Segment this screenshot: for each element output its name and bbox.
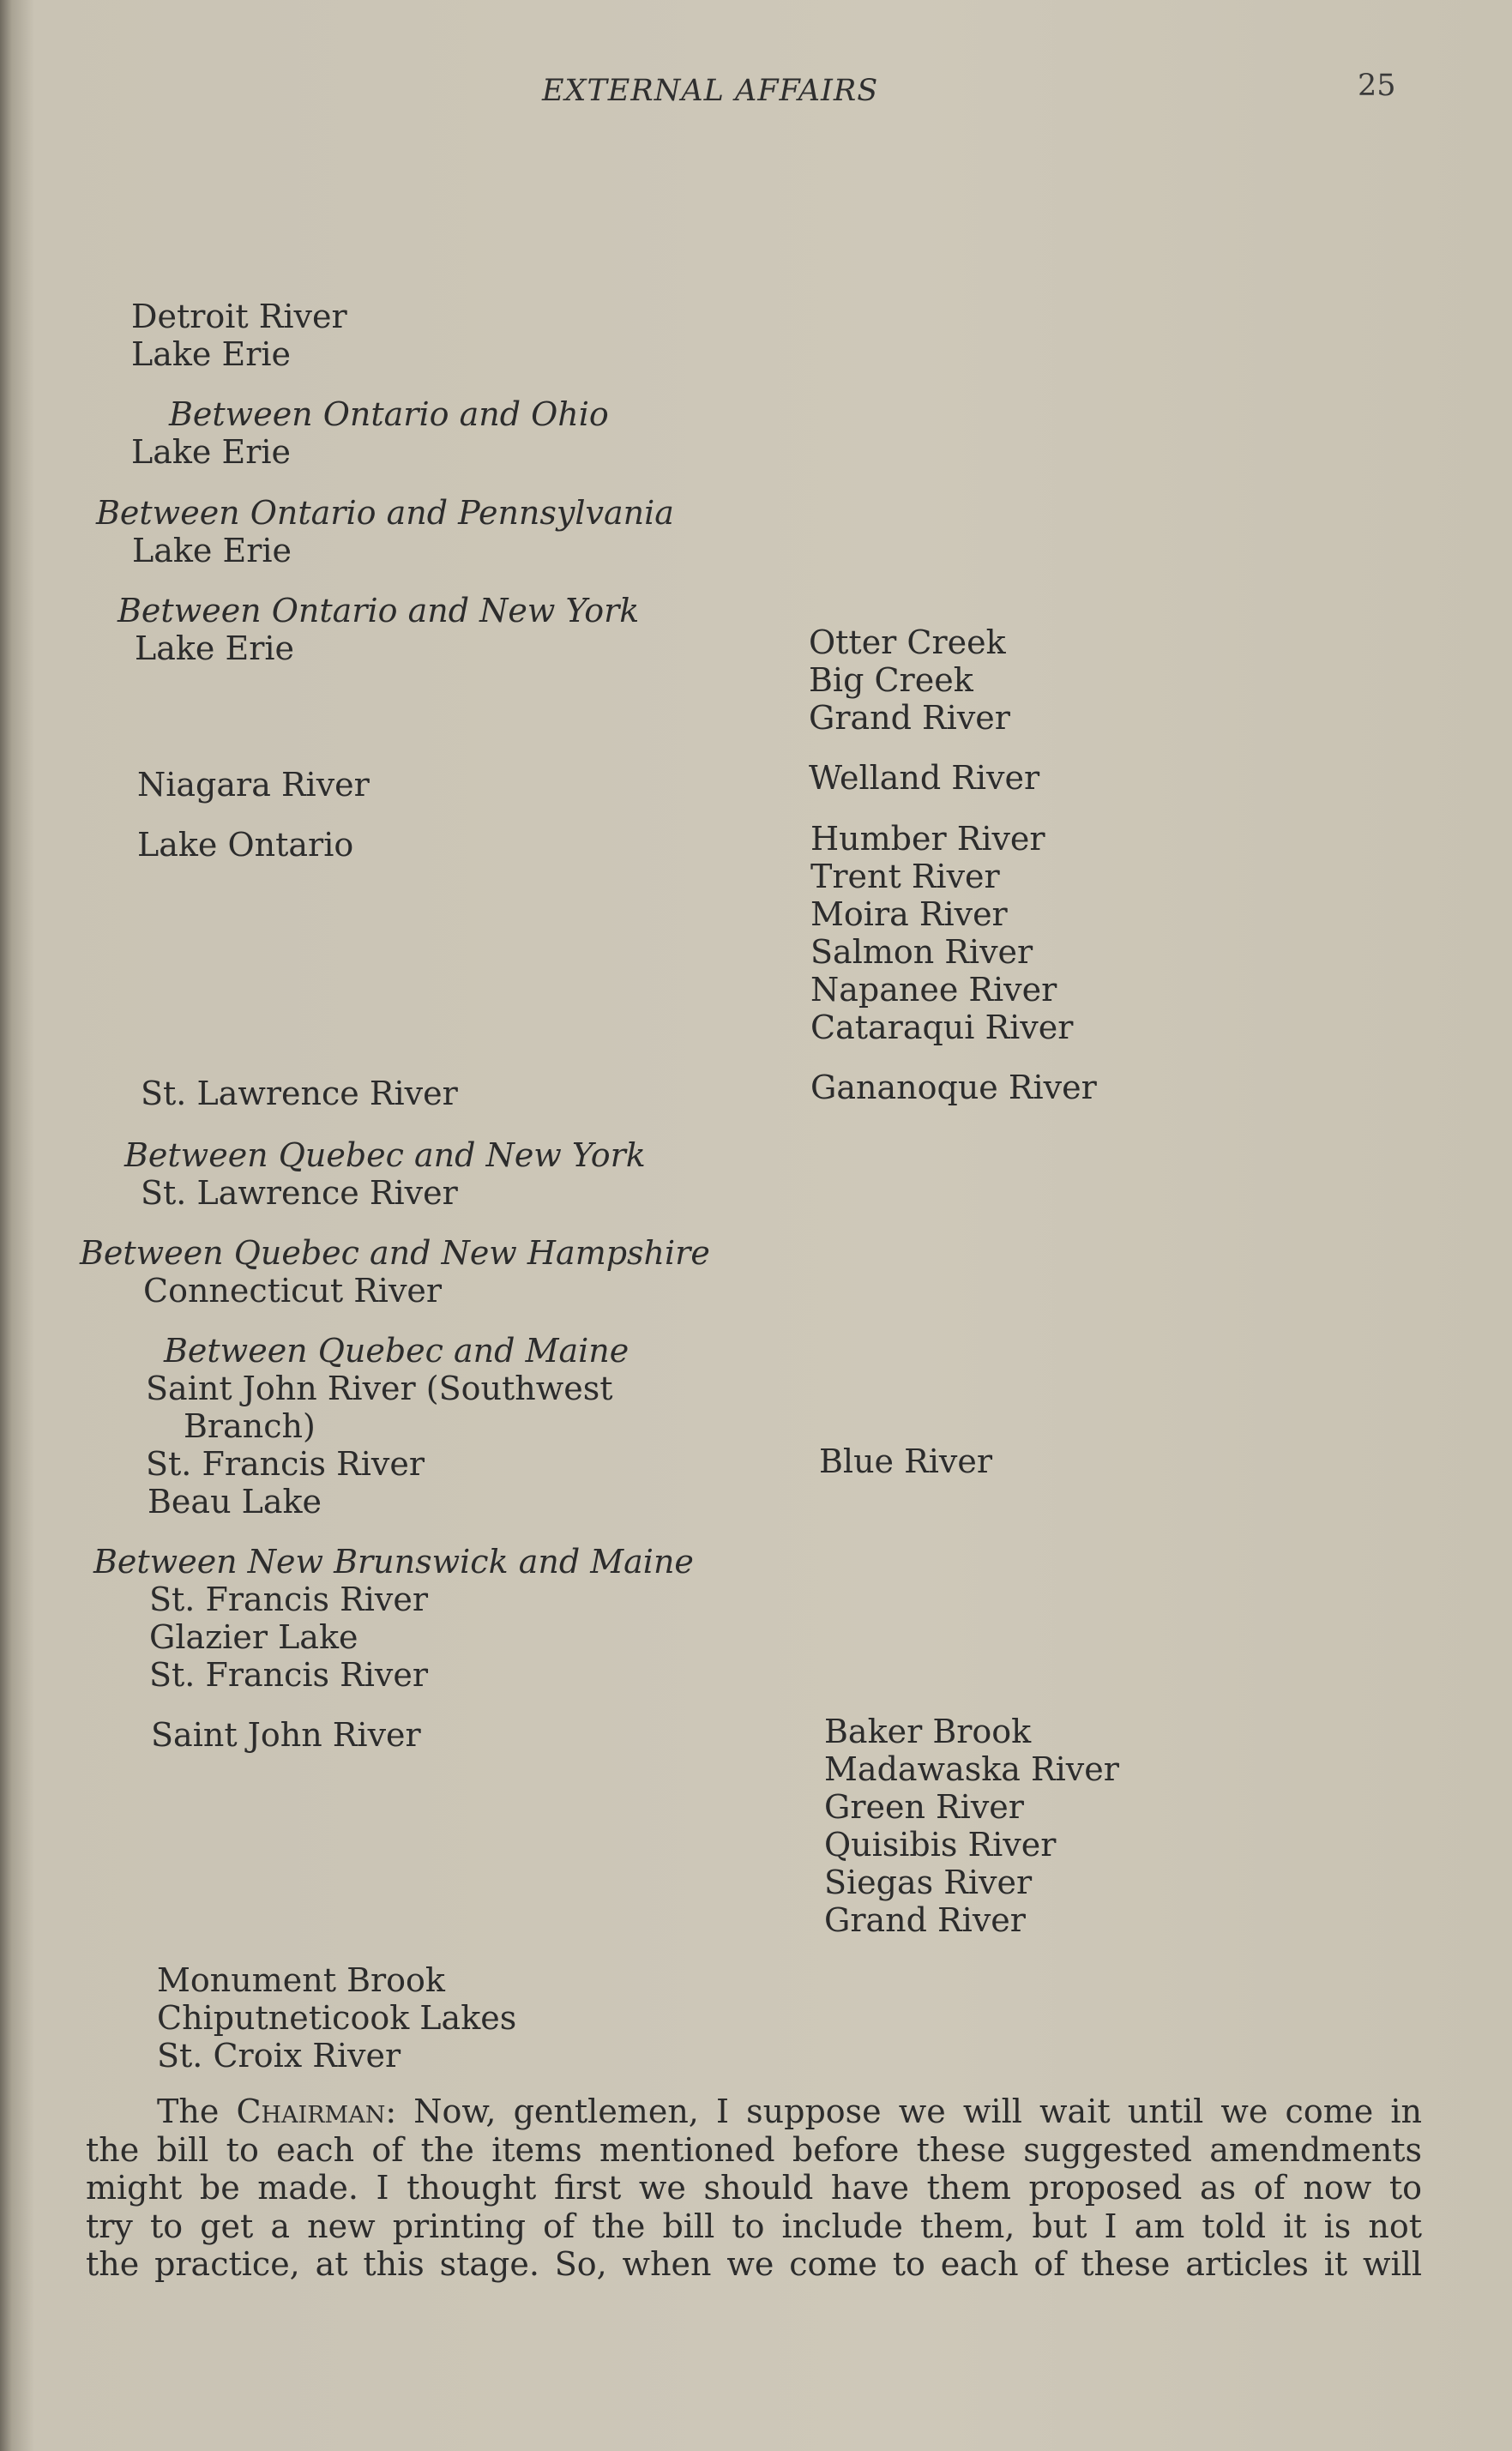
tributary-item: Grand River	[809, 699, 1010, 737]
paragraph-line-2: the bill to each of the items mentioned before these suggested amendments	[86, 2130, 1422, 2169]
list-item: Niagara River	[137, 766, 370, 804]
tributary-item: Moira River	[810, 895, 1008, 933]
list-item: Saint John River	[151, 1716, 421, 1754]
list-item: Lake Erie	[135, 629, 295, 667]
paragraph-line-5: the practice, at this stage. So, when we come to each of these articles it will	[86, 2245, 1422, 2283]
tributary-item: Salmon River	[810, 933, 1033, 971]
list-item: Lake Erie	[131, 433, 292, 471]
tributary-item: Napanee River	[810, 971, 1057, 1009]
tributary-item: Grand River	[824, 1901, 1026, 1939]
paragraph-line-1	[86, 2093, 1422, 2131]
list-item: Chiputneticook Lakes	[157, 1999, 517, 2037]
section-heading: Between New Brunswick and Maine	[93, 1543, 694, 1581]
section-heading: Between Ontario and Ohio	[169, 395, 609, 433]
paragraph-text: : Now, gentlemen, I suppose we will wait until we come in	[385, 2093, 1422, 2130]
tributary-item: Welland River	[809, 759, 1040, 797]
section-heading: Between Quebec and New Hampshire	[80, 1234, 710, 1272]
list-item: Glazier Lake	[149, 1618, 358, 1656]
tributary-item: Madawaska River	[824, 1750, 1119, 1788]
list-item: St. Lawrence River	[141, 1075, 458, 1112]
tributary-item: Quisibis River	[824, 1826, 1057, 1864]
list-item: Lake Erie	[132, 532, 292, 569]
tributary-item: Green River	[824, 1788, 1024, 1826]
paragraph-line-4: try to get a new printing of the bill to include them, but I am told it is not	[86, 2207, 1422, 2245]
chairman-paragraph	[86, 2093, 1422, 2284]
section-heading: Between Ontario and New York	[117, 592, 640, 629]
list-item: Saint John River (Southwest	[146, 1370, 613, 1407]
list-item: Connecticut River	[143, 1272, 443, 1310]
list-item: Detroit River	[131, 298, 347, 335]
tributary-item: Siegas River	[824, 1864, 1033, 1901]
page-number: 25	[1358, 69, 1396, 103]
list-item: Lake Erie	[131, 335, 292, 373]
list-item: Beau Lake	[148, 1483, 322, 1521]
list-item: Lake Ontario	[137, 826, 354, 864]
tributary-item: Cataraqui River	[810, 1009, 1074, 1046]
speaker-name: Chairman	[236, 2093, 386, 2130]
paragraph-text: The	[157, 2093, 237, 2130]
tributary-item: Trent River	[810, 858, 1000, 895]
section-heading: Between Ontario and Pennsylvania	[96, 494, 674, 532]
list-item: Monument Brook	[157, 1961, 445, 1999]
list-item: St. Croix River	[157, 2037, 401, 2075]
tributary-item: Otter Creek	[809, 623, 1006, 661]
page-header	[0, 69, 1512, 117]
tributary-item: Big Creek	[809, 661, 973, 699]
paragraph-line-3: might be made. I thought first we should have them proposed as of now to	[86, 2169, 1422, 2207]
list-item: St. Francis River	[149, 1581, 429, 1618]
tributary-item: Humber River	[810, 820, 1045, 858]
running-title: EXTERNAL AFFAIRS	[542, 74, 879, 108]
list-item: St. Lawrence River	[141, 1174, 458, 1212]
tributary-item: Baker Brook	[824, 1713, 1032, 1750]
section-heading: Between Quebec and Maine	[164, 1332, 629, 1370]
tributary-item: Blue River	[819, 1442, 993, 1480]
list-item: St. Francis River	[146, 1445, 425, 1483]
list-item: St. Francis River	[149, 1656, 429, 1694]
section-heading: Between Quebec and New York	[124, 1136, 646, 1174]
list-item: Branch)	[184, 1407, 316, 1445]
tributary-item: Gananoque River	[810, 1069, 1097, 1106]
